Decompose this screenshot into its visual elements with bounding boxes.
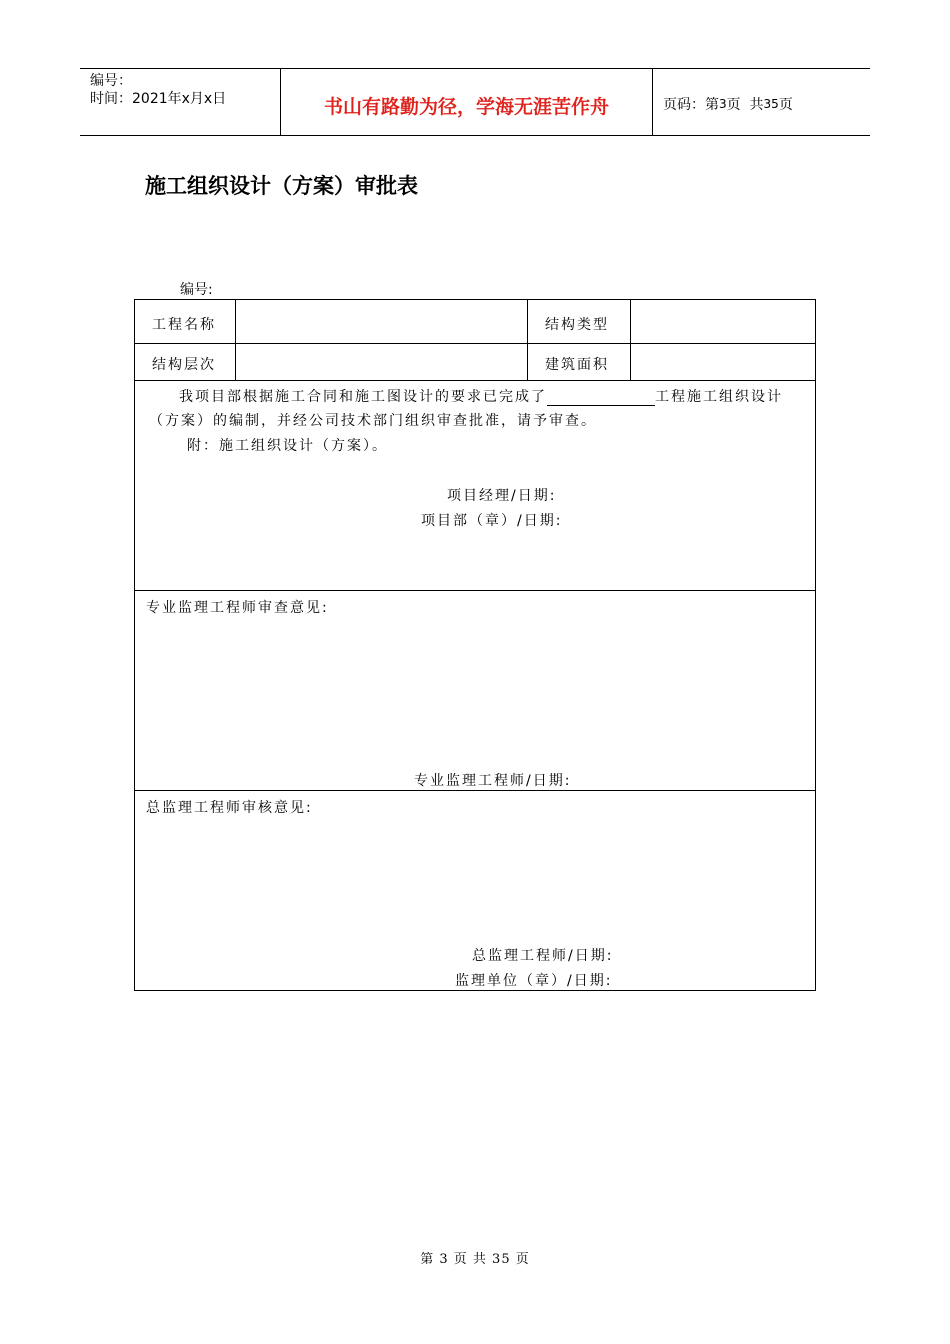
row-divider [135,343,815,344]
attachment-note: 附：施工组织设计（方案）。 [187,438,388,454]
header-time [90,90,280,108]
building-area-label: 建筑面积 [545,357,609,373]
header-motto: 书山有路勤为径，学海无涯苦作舟 [281,69,653,135]
document-title: 施工组织设计（方案）审批表 [145,173,418,198]
project-dept-seal: 项目部（章）/日期: [421,513,563,529]
header-page-current: 3 [719,97,727,111]
row-divider [135,380,815,381]
header-page-info [653,69,870,135]
project-manager-signature: 项目经理/日期: [447,488,557,504]
page-footer: 第 3 页 共 35 页 [420,1252,530,1267]
structure-levels-label: 结构层次 [152,357,216,373]
header-page-total: 35 [763,97,779,111]
submission-line1-end: 工程施工组织设计 [655,389,783,405]
column-divider [235,300,236,380]
project-name-blank[interactable] [547,391,655,406]
header-page-prefix: 页码：第 [663,97,719,113]
chief-signature: 总监理工程师/日期: [472,948,614,964]
header-number-label: 编号： [90,73,132,89]
submission-line1 [179,386,783,406]
header-meta [80,69,281,135]
header-page-suffix: 页 [778,97,793,113]
submission-line1-start: 我项目部根据施工合同和施工图设计的要求已完成了 [179,389,547,405]
row-divider [135,790,815,791]
specialist-signature: 专业监理工程师/日期: [414,773,572,789]
chief-review-label: 总监理工程师审核意见: [146,800,313,816]
column-divider [630,300,631,380]
header-time-label: 时间： [90,91,132,107]
supervision-unit-seal: 监理单位（章）/日期: [455,973,613,989]
submission-line2: （方案）的编制，并经公司技术部门组织审查批准，请予审查。 [149,413,597,429]
approval-form-table [134,299,816,991]
row-divider [135,590,815,591]
project-name-label: 工程名称 [152,317,216,333]
specialist-review-label: 专业监理工程师审查意见: [146,600,329,616]
header-page-mid: 页 共 [726,97,764,113]
header-time-value: 2021年x月x日 [132,91,227,107]
form-number-label: 编号: [180,282,213,298]
structure-type-label: 结构类型 [545,317,609,333]
page-header [80,68,870,136]
column-divider [527,300,528,380]
